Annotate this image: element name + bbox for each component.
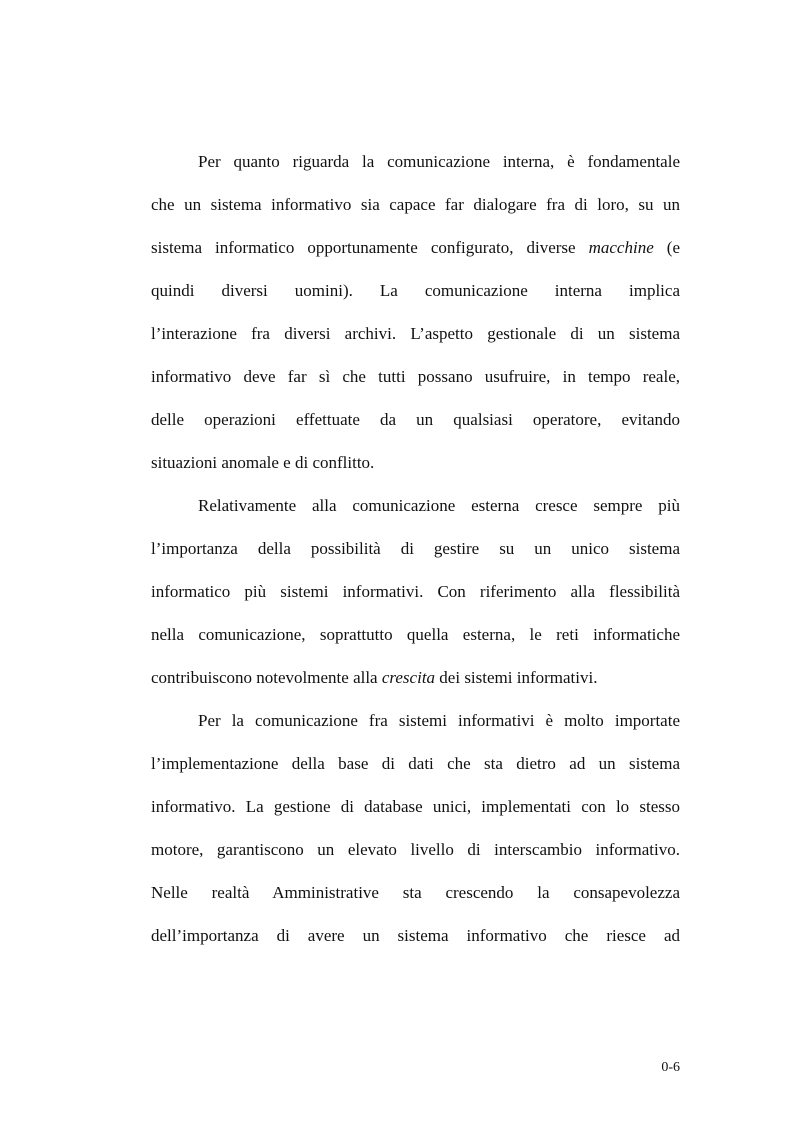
text-line: situazioni anomale e di conflitto. [151, 453, 375, 472]
paragraph [151, 484, 680, 699]
text-line: Relativamente alla comunicazione esterna cresce sempre più [198, 496, 680, 515]
text-line: sistema informatico opportunamente configurato, diverse macchine (e [151, 238, 680, 257]
text-line: informatico più sistemi informativi. Con riferimento alla flessibilità [151, 582, 680, 601]
text-line: motore, garantiscono un elevato livello di interscambio informativo. [151, 840, 680, 859]
text-line: Per la comunicazione fra sistemi informativi è molto importate [198, 711, 680, 730]
text-line: l’importanza della possibilità di gestire su un unico sistema [151, 539, 680, 558]
body-text [151, 140, 680, 957]
text-line: l’interazione fra diversi archivi. L’aspetto gestionale di un sistema [151, 324, 680, 343]
text-line: quindi diversi uomini). La comunicazione interna implica [151, 281, 680, 300]
page-number: 0-6 [661, 1060, 680, 1075]
paragraph [151, 699, 680, 957]
text-line: informativo. La gestione di database unici, implementati con lo stesso [151, 797, 680, 816]
paragraph [151, 140, 680, 484]
text-line: delle operazioni effettuate da un qualsiasi operatore, evitando [151, 410, 680, 429]
text-line: contribuiscono notevolmente alla crescita dei sistemi informativi. [151, 668, 598, 687]
text-line: Per quanto riguarda la comunicazione interna, è fondamentale [198, 152, 680, 171]
text-line: dell’importanza di avere un sistema informativo che riesce ad [151, 926, 680, 945]
text-line: nella comunicazione, soprattutto quella esterna, le reti informatiche [151, 625, 680, 644]
text-line: l’implementazione della base di dati che sta dietro ad un sistema [151, 754, 680, 773]
emphasis: macchine [588, 238, 654, 257]
text-line: informativo deve far sì che tutti possano usufruire, in tempo reale, [151, 367, 680, 386]
text-line: che un sistema informativo sia capace far dialogare fra di loro, su un [151, 195, 680, 214]
text-line: Nelle realtà Amministrative sta crescendo la consapevolezza [151, 883, 680, 902]
emphasis: crescita [381, 668, 436, 687]
